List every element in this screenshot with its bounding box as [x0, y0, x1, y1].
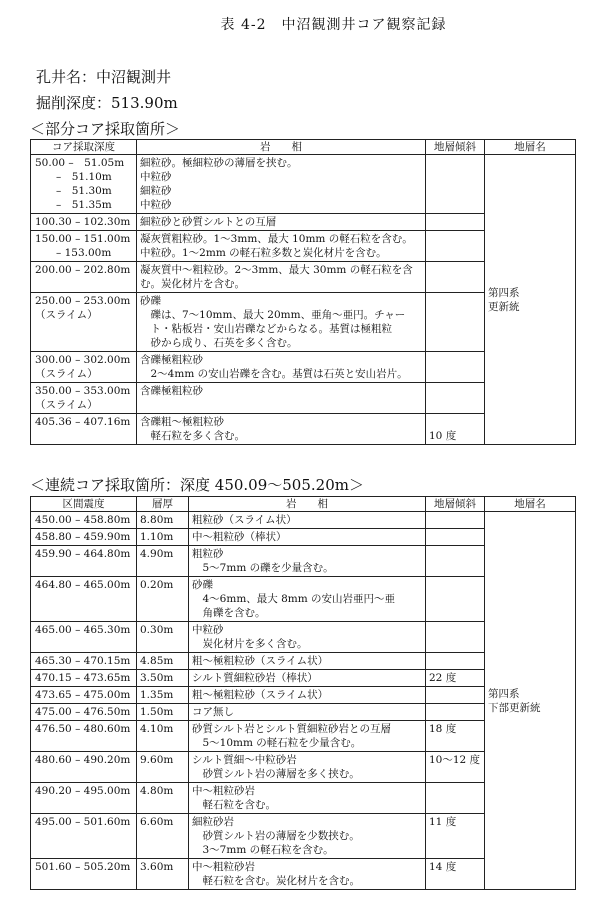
- lithology-text: 中～粗粒砂（棒状）: [192, 531, 287, 543]
- core-depth: 300.00 – 302.00m: [35, 354, 131, 366]
- dip-cell: [426, 529, 485, 546]
- lithology-text: シルト質細～中粒砂岩: [192, 754, 297, 766]
- thickness: 4.85m: [137, 653, 189, 670]
- header-core-depth: コア採取深度: [31, 140, 137, 155]
- lithology-text: 砂から成り、石英を多く含む。: [140, 337, 298, 349]
- core-depth: 200.00 – 202.80m: [35, 264, 131, 276]
- lithology-text: 中粒砂: [140, 171, 172, 183]
- dip-cell: [426, 214, 485, 231]
- formation-name: 第四系: [488, 286, 520, 299]
- core-depth-cell: [31, 214, 137, 231]
- lithology-cell: [189, 622, 426, 653]
- lithology-text: 3～7mm の軽石粒を含む。: [192, 844, 334, 856]
- core-depth: 100.30 – 102.30m: [35, 216, 131, 228]
- interval-depth: 495.00 – 501.60m: [31, 814, 137, 859]
- lithology-cell: [137, 231, 426, 262]
- formation-cell: [485, 512, 576, 890]
- lithology-text: 砂質シルト岩の薄層を少数挟む。: [192, 830, 360, 842]
- core-depth-cell: [31, 352, 137, 383]
- thickness: 8.80m: [137, 512, 189, 529]
- dip-cell: [426, 231, 485, 262]
- lithology-text: 含礫粗～極粗粒砂: [140, 416, 224, 428]
- header-formation: 地層名: [485, 497, 576, 512]
- lithology-cell: [137, 293, 426, 352]
- dip-cell: 10～12 度: [426, 752, 485, 783]
- lithology-text: 細粒砂: [140, 185, 172, 197]
- lithology-cell: [189, 529, 426, 546]
- thickness: 1.10m: [137, 529, 189, 546]
- thickness: 4.10m: [137, 721, 189, 752]
- lithology-text: シルト質細粒砂岩（棒状）: [192, 672, 318, 684]
- thickness: 0.30m: [137, 622, 189, 653]
- core-depth-cell: [31, 231, 137, 262]
- thickness: 6.60m: [137, 814, 189, 859]
- lithology-text: 粗～極粗粒砂（スライム状）: [192, 655, 329, 667]
- lithology-cell: [189, 721, 426, 752]
- lithology-text: 礫は、7～10mm、最大 20mm、亜角～亜円。チャー: [140, 309, 406, 321]
- dip-cell: [426, 687, 485, 704]
- core-depth: 350.00 – 353.00m: [35, 385, 131, 397]
- interval-depth: 459.90 – 464.80m: [31, 546, 137, 577]
- lithology-cell: [137, 414, 426, 445]
- interval-depth: 480.60 – 490.20m: [31, 752, 137, 783]
- lithology-cell: [189, 859, 426, 890]
- header-dip: 地層傾斜: [426, 497, 485, 512]
- lithology-text: 炭化材片を多く含む。: [192, 638, 308, 650]
- core-depth: （スライム）: [35, 368, 98, 380]
- core-depth: （スライム）: [35, 399, 98, 411]
- lithology-text: 中粒砂。1～2mm の軽石粒多数と炭化材片を含む。: [140, 247, 387, 259]
- interval-depth: 490.20 – 495.00m: [31, 783, 137, 814]
- interval-depth: 473.65 – 475.00m: [31, 687, 137, 704]
- lithology-cell: [137, 383, 426, 414]
- dip-cell: [426, 155, 485, 214]
- lithology-text: 凝灰質中～粗粒砂。2～3mm、最大 30mm の軽石粒を含: [140, 264, 413, 276]
- partial-core-table: [30, 139, 576, 445]
- dip-cell: 11 度: [426, 814, 485, 859]
- interval-depth: 450.00 – 458.80m: [31, 512, 137, 529]
- thickness: 3.60m: [137, 859, 189, 890]
- lithology-cell: [137, 214, 426, 231]
- dip-cell: [426, 622, 485, 653]
- continuous-core-table: [30, 496, 576, 890]
- well-name: 孔井名：中沼観測井: [36, 68, 172, 86]
- lithology-cell: [189, 704, 426, 721]
- lithology-text: 粗～極粗粒砂（スライム状）: [192, 689, 329, 701]
- core-depth: （スライム）: [35, 309, 98, 321]
- table-row: [31, 512, 576, 529]
- lithology-text: 粗粒砂（スライム状）: [192, 514, 297, 526]
- thickness: 4.90m: [137, 546, 189, 577]
- dip-cell: [426, 783, 485, 814]
- core-depth: – 51.30m: [35, 185, 112, 197]
- lithology-cell: [189, 783, 426, 814]
- header-lithology: 岩 相: [137, 140, 426, 155]
- thickness: 1.50m: [137, 704, 189, 721]
- formation-name: 更新統: [488, 300, 520, 313]
- page-title: 表 4-2 中沼観測井コア観察記録: [220, 17, 447, 33]
- lithology-cell: [137, 262, 426, 293]
- header-interval-depth: 区間震度: [31, 497, 137, 512]
- dip-cell: 10 度: [426, 414, 485, 445]
- core-depth: 405.36 – 407.16m: [35, 416, 131, 428]
- lithology-text: コア無し: [192, 706, 234, 718]
- interval-depth: 470.15 – 473.65m: [31, 670, 137, 687]
- interval-depth: 476.50 – 480.60m: [31, 721, 137, 752]
- dip-cell: [426, 262, 485, 293]
- dip-cell: [426, 383, 485, 414]
- formation-name: 第四系: [488, 687, 520, 700]
- lithology-text: 中～粗粒砂岩: [192, 861, 255, 873]
- lithology-cell: [189, 512, 426, 529]
- lithology-cell: [189, 670, 426, 687]
- lithology-cell: [137, 155, 426, 214]
- table-header-row: [31, 497, 576, 512]
- interval-depth: 465.00 – 465.30m: [31, 622, 137, 653]
- lithology-text: む。炭化材片を含む。: [140, 278, 245, 290]
- formation-name: 下部更新統: [488, 701, 541, 714]
- lithology-text: 砂質シルト岩の薄層を多く挟む。: [192, 768, 360, 780]
- lithology-text: 軽石粒を含む。炭化材片を含む。: [192, 875, 360, 887]
- thickness: 0.20m: [137, 577, 189, 622]
- core-depth: – 51.10m: [35, 171, 112, 183]
- table-header-row: [31, 140, 576, 155]
- lithology-text: 粗粒砂: [192, 548, 224, 560]
- core-depth: – 51.35m: [35, 199, 112, 211]
- drill-depth: 掘削深度：513.90m: [36, 94, 178, 112]
- lithology-cell: [189, 546, 426, 577]
- lithology-text: 中粒砂: [140, 199, 172, 211]
- lithology-text: 中～粗粒砂岩: [192, 785, 255, 797]
- lithology-text: 含礫極粗粒砂: [140, 385, 203, 397]
- core-depth-cell: [31, 293, 137, 352]
- header-formation: 地層名: [485, 140, 576, 155]
- thickness: 4.80m: [137, 783, 189, 814]
- lithology-text: 砂質シルト岩とシルト質細粒砂岩との互層: [192, 723, 391, 735]
- continuous-core-heading: ＜連続コア採取箇所：深度 450.09～505.20m＞: [30, 476, 364, 494]
- lithology-text: 2～4mm の安山岩礫を含む。基質は石英と安山岩片。: [140, 368, 408, 380]
- lithology-text: 4～6mm、最大 8mm の安山岩亜円～亜: [192, 593, 396, 605]
- interval-depth: 475.00 – 476.50m: [31, 704, 137, 721]
- header-dip: 地層傾斜: [426, 140, 485, 155]
- lithology-text: 凝灰質粗粒砂。1～3mm、最大 10mm の軽石粒を含む。: [140, 233, 413, 245]
- interval-depth: 458.80 – 459.90m: [31, 529, 137, 546]
- lithology-text: 5～7mm の礫を少量含む。: [192, 562, 334, 574]
- thickness: 9.60m: [137, 752, 189, 783]
- dip-cell: [426, 293, 485, 352]
- dip-cell: [426, 512, 485, 529]
- core-depth-cell: [31, 155, 137, 214]
- lithology-text: 含礫極粗粒砂: [140, 354, 203, 366]
- core-depth: 50.00 – 51.05m: [35, 157, 125, 169]
- thickness: 3.50m: [137, 670, 189, 687]
- dip-cell: 18 度: [426, 721, 485, 752]
- lithology-cell: [137, 352, 426, 383]
- interval-depth: 465.30 – 470.15m: [31, 653, 137, 670]
- dip-cell: [426, 653, 485, 670]
- header-thickness: 層厚: [137, 497, 189, 512]
- core-depth-cell: [31, 383, 137, 414]
- formation-cell: [485, 155, 576, 445]
- lithology-cell: [189, 752, 426, 783]
- lithology-cell: [189, 687, 426, 704]
- dip-cell: [426, 546, 485, 577]
- lithology-text: 軽石粒を多く含む。: [140, 430, 245, 442]
- table-row: [31, 155, 576, 214]
- header-lithology: 岩 相: [189, 497, 426, 512]
- lithology-cell: [189, 577, 426, 622]
- core-depth-cell: [31, 414, 137, 445]
- core-depth: 250.00 – 253.00m: [35, 295, 131, 307]
- lithology-cell: [189, 653, 426, 670]
- core-depth: – 153.00m: [35, 247, 112, 259]
- lithology-text: 細粒砂。極細粒砂の薄層を挟む。: [140, 157, 298, 169]
- dip-cell: 22 度: [426, 670, 485, 687]
- lithology-text: 細粒砂岩: [192, 816, 234, 828]
- core-depth: 150.00 – 151.00m: [35, 233, 131, 245]
- interval-depth: 501.60 – 505.20m: [31, 859, 137, 890]
- lithology-text: 砂礫: [192, 579, 213, 591]
- dip-cell: [426, 704, 485, 721]
- dip-cell: [426, 577, 485, 622]
- partial-core-heading: ＜部分コア採取箇所＞: [30, 120, 181, 138]
- lithology-cell: [189, 814, 426, 859]
- interval-depth: 464.80 – 465.00m: [31, 577, 137, 622]
- lithology-text: 中粒砂: [192, 624, 224, 636]
- lithology-text: 軽石粒を含む。: [192, 799, 276, 811]
- core-depth-cell: [31, 262, 137, 293]
- lithology-text: 5～10mm の軽石粒を少量含む。: [192, 737, 362, 749]
- dip-cell: 14 度: [426, 859, 485, 890]
- lithology-text: ト・粘板岩・安山岩礫などからなる。基質は極粗粒: [140, 323, 392, 335]
- lithology-text: 角礫を含む。: [192, 607, 266, 619]
- lithology-text: 細粒砂と砂質シルトとの互層: [140, 216, 277, 228]
- lithology-text: 砂礫: [140, 295, 161, 307]
- dip-cell: [426, 352, 485, 383]
- thickness: 1.35m: [137, 687, 189, 704]
